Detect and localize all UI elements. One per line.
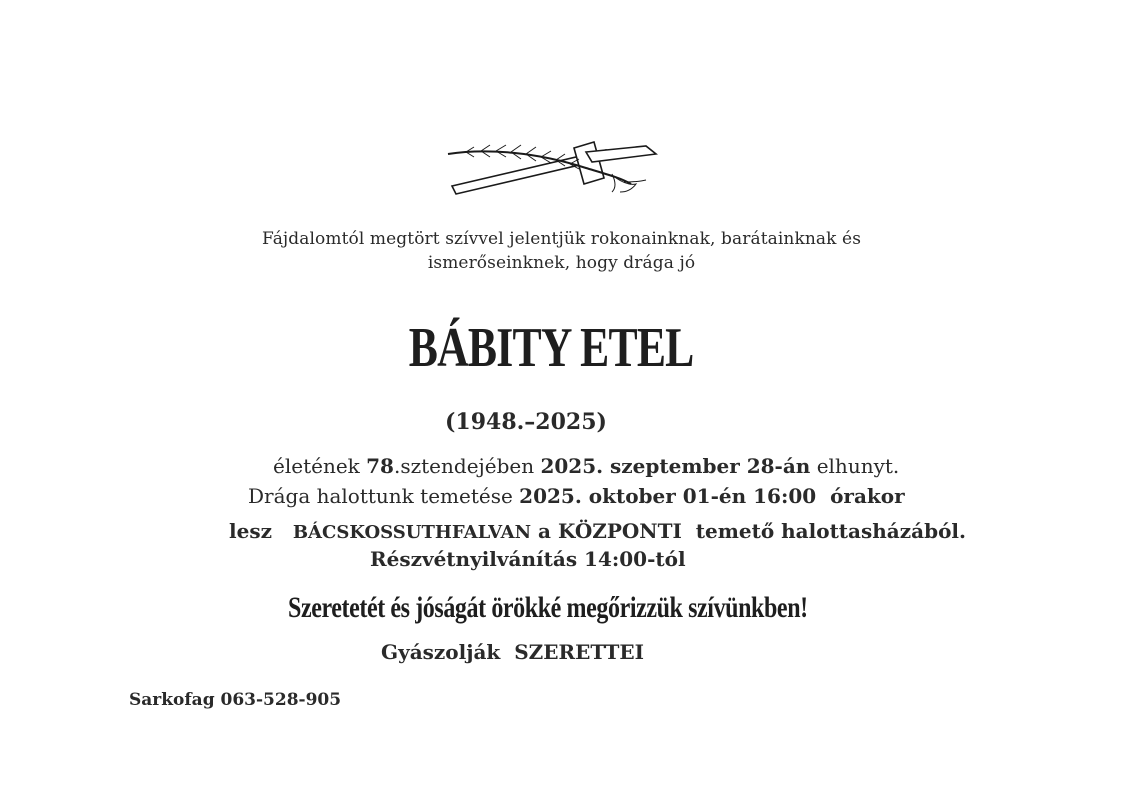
text-segment: .sztendejében (393, 454, 541, 478)
footer-contact: Sarkofag 063-528-905 (129, 690, 342, 710)
text-segment: . (959, 519, 966, 543)
intro-line-2: ismerőseinknek, hogy drága jó (427, 253, 696, 273)
cross-palm-icon (446, 138, 662, 198)
funeral-date: 2025. oktober 01-én 16:00 órakor (519, 484, 905, 508)
text-segment: Drága halottunk temetése (248, 484, 520, 508)
death-date: 2025. szeptember 28-án (540, 454, 811, 478)
funeral-line (248, 484, 905, 508)
cemetery: KÖZPONTI temető halottasházából (557, 519, 960, 543)
mourners: Gyászolják SZERETTEI (381, 640, 644, 664)
text-segment: a (531, 519, 558, 543)
cross-palm-svg (446, 138, 662, 198)
age: 78 (366, 454, 394, 478)
motto: Szeretetét és jóságát örökké megőrizzük szívünkben! (288, 591, 808, 624)
deceased-name: BÁBITY ETEL (408, 317, 694, 379)
funeral-town: BÁCSKOSSUTHFALVAN (292, 522, 532, 543)
deceased-years: (1948.–2025) (445, 409, 607, 435)
death-notice-line (273, 454, 899, 478)
text-segment: lesz (229, 519, 293, 543)
text-segment: életének (273, 454, 367, 478)
text-segment: elhunyt. (810, 454, 900, 478)
funeral-place-line (229, 519, 966, 543)
cross-crossbar (574, 142, 604, 184)
condolence-line: Részvétnyilvánítás 14:00-tól (370, 547, 686, 571)
intro-line-1: Fájdalomtól megtört szívvel jelentjük rokonainknak, barátainknak és (261, 229, 862, 249)
